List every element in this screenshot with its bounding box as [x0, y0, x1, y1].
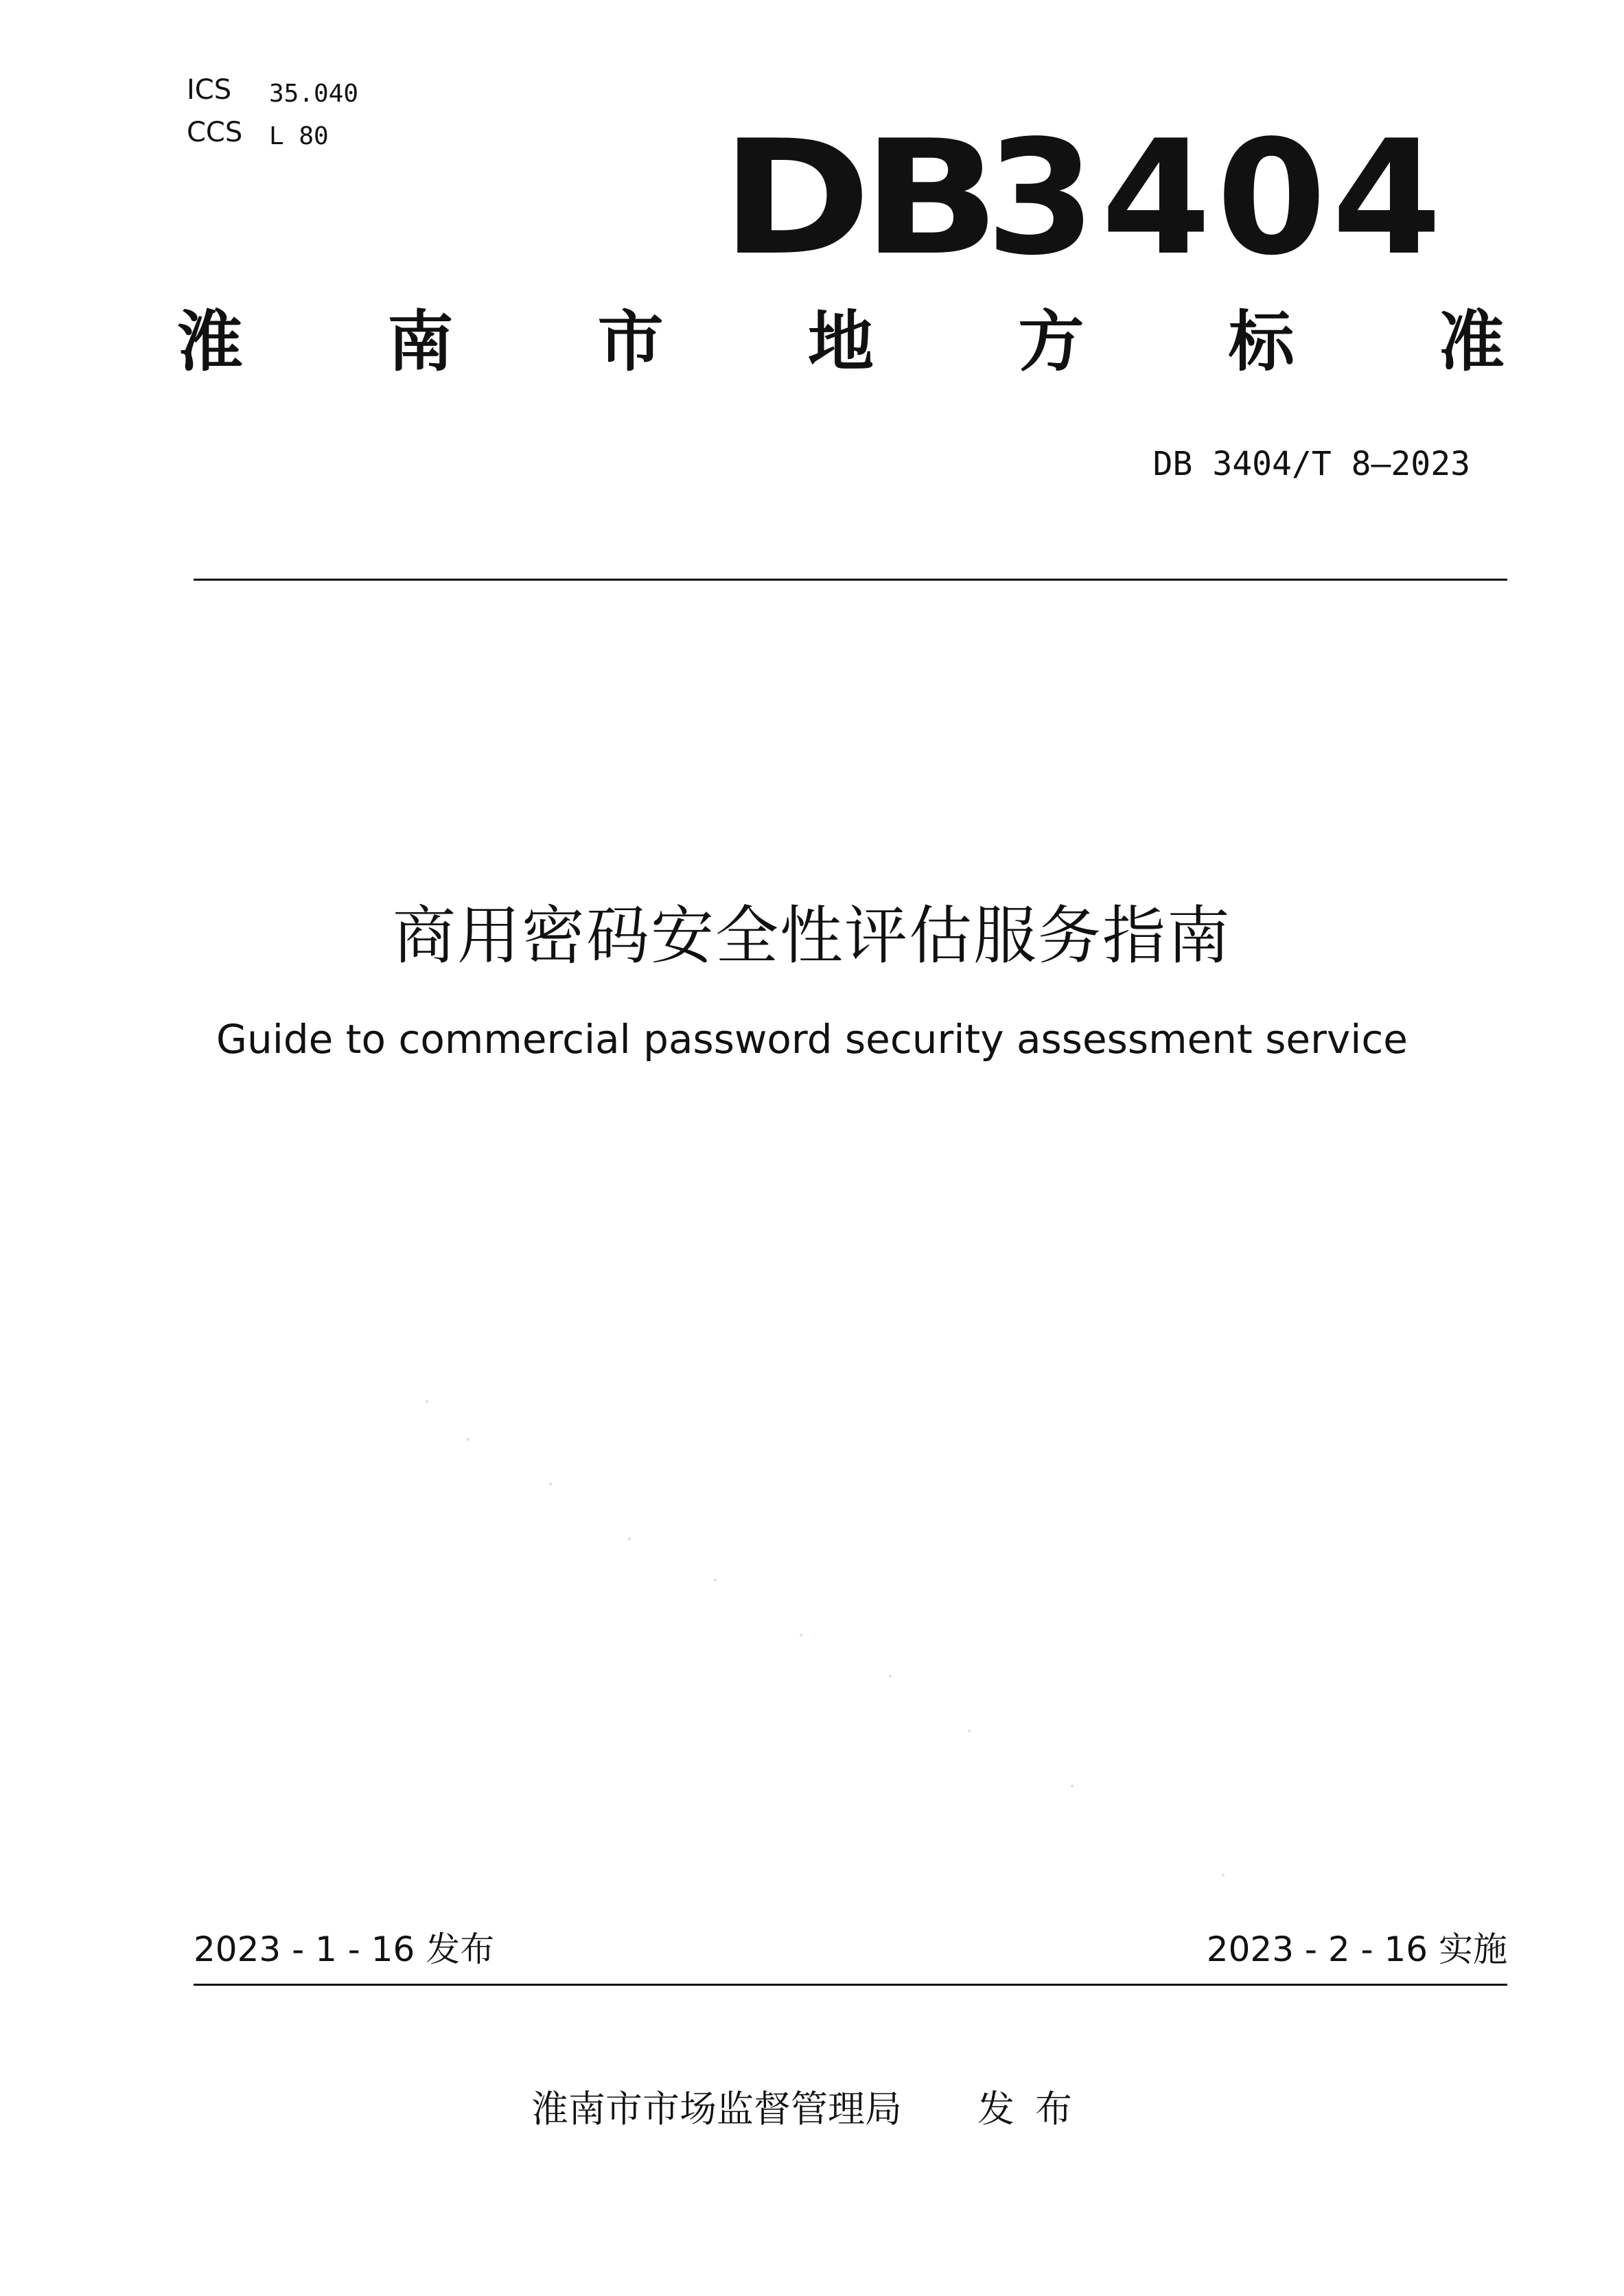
logo-prefix: DB [721, 107, 991, 290]
standard-type-char: 南 [387, 303, 454, 380]
publisher-line [0, 2080, 1624, 2133]
logo-code: 3404 [986, 107, 1448, 290]
document-title-chinese: 商用密码安全性评估服务指南 [392, 899, 1231, 973]
footer-divider [194, 1984, 1507, 1986]
header-divider [194, 579, 1507, 581]
issue-date: 2023 - 1 - 16 发布 [194, 1929, 495, 1969]
publisher-action: 发布 [977, 2087, 1093, 2131]
standard-number: DB 3404/T 8—2023 [1152, 445, 1470, 483]
ccs-label: CCS [187, 117, 243, 148]
standard-type-char: 淮 [177, 303, 243, 380]
ics-value: 35.040 [269, 80, 359, 108]
standard-type-heading [177, 303, 1505, 380]
ccs-value: L 80 [269, 122, 329, 150]
publisher-name: 淮南市市场监督管理局 [531, 2087, 902, 2131]
standard-type-char: 方 [1018, 303, 1084, 380]
standard-type-char: 市 [597, 303, 664, 380]
standard-type-char: 标 [1228, 303, 1295, 380]
implementation-date: 2023 - 2 - 16 实施 [1206, 1929, 1507, 1969]
document-title-english: Guide to commercial password security assessment service [216, 1016, 1408, 1063]
standard-type-char: 地 [807, 303, 874, 380]
ics-label: ICS [187, 74, 232, 106]
standard-logo [721, 107, 1448, 290]
standard-type-char: 准 [1438, 303, 1505, 380]
